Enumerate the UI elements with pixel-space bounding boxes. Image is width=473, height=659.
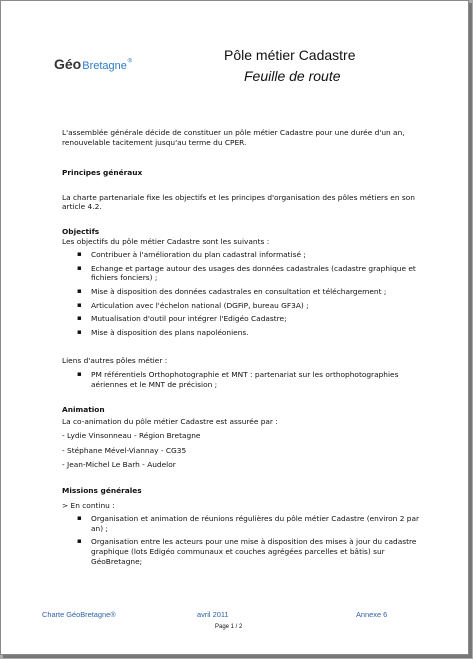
objectifs-lead: Les objectifs du pôle métier Cadastre sont les suivants : <box>62 236 270 246</box>
animator-3: - Jean-Michel Le Barh - Audelor <box>62 460 176 470</box>
footer-left: Charte GéoBretagne® <box>42 610 116 619</box>
heading-animation: Animation <box>62 405 105 415</box>
list-item: ▪ Mutualisation d'outil pour intégrer l'Edigéo Cadastre; <box>77 314 432 324</box>
list-item: ▪ Organisation et animation de réunions régulières du pôle métier Cadastre (environ 2 par an) ; <box>77 514 432 533</box>
list-item: ▪ Contribuer à l'amélioration du plan cadastral informatisé ; <box>77 250 432 260</box>
footer-right: Annexe 6 <box>356 610 388 619</box>
list-item: ▪ Organisation entre les acteurs pour une mise à disposition des mises à jour du cadastre graphique (lots Edigéo communaux et couches agrégées parcelles et bâtis) sur GéoBretagne; <box>77 537 432 566</box>
heading-principes: Principes généraux <box>62 168 143 178</box>
logo-geo-text: Géo <box>54 56 82 72</box>
document-title: Pôle métier Cadastre <box>224 47 356 63</box>
heading-objectifs: Objectifs <box>62 226 100 236</box>
document-subtitle: Feuille de route <box>244 68 341 84</box>
list-item: ▪ Articulation avec l'échelon national (DGFiP, bureau GF3A) ; <box>77 301 432 311</box>
missions-sub: > En continu : <box>62 500 115 510</box>
heading-missions: Missions générales <box>62 486 142 496</box>
document-body <box>62 128 432 566</box>
liens-heading: Liens d'autres pôles métier : <box>62 356 168 366</box>
logo-bretagne-text: Bretagne <box>82 60 127 72</box>
list-item: ▪ Mise à disposition des plans napoléoniens. <box>77 328 432 338</box>
missions-list <box>62 514 432 566</box>
list-item: ▪ PM référentiels Orthophotographie et MNT : partenariat sur les orthophotographies aériennes et le MNT de précision ; <box>77 370 432 389</box>
animator-2: - Stéphane Mével-Viannay - CG35 <box>62 445 187 455</box>
liens-list <box>62 370 432 389</box>
intro-paragraph: L'assemblée générale décide de constituer un pôle métier Cadastre pour une durée d'un an, renouvelable tacitement jusqu'au terme du CPER. <box>62 128 405 147</box>
page-number: Page 1 / 2 <box>215 624 243 630</box>
list-item: ▪ Mise à disposition des données cadastrales en consultation et téléchargement ; <box>77 287 432 297</box>
animation-lead: La co-animation du pôle métier Cadastre est assurée par : <box>62 416 278 426</box>
principes-paragraph: La charte partenariale fixe les objectifs et les principes d'organisation des pôles métiers en son article 4.2. <box>62 192 415 212</box>
geobretagne-logo <box>54 56 133 72</box>
animator-1: - Lydie Vinsonneau - Région Bretagne <box>62 431 201 441</box>
list-item: ▪ Echange et partage autour des usages des données cadastrales (cadastre graphique et fichiers fonciers) ; <box>77 264 432 283</box>
footer-center: avril 2011 <box>197 610 229 619</box>
objectifs-list <box>62 250 432 337</box>
logo-registered-mark: ® <box>126 57 133 65</box>
